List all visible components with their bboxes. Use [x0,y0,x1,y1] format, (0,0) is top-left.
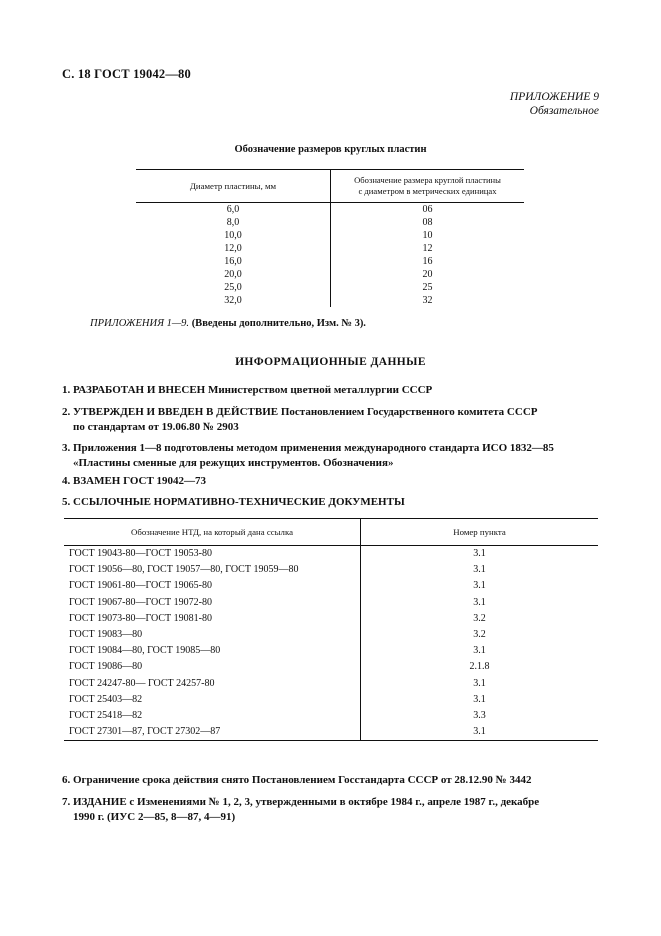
code-column-header [331,170,524,202]
info-item-5 [62,495,602,510]
plate-size-table-header [136,169,524,203]
document-cell: ГОСТ 25403—82 [69,693,143,705]
info-item-3-line1: 3. Приложения 1—8 подготовлены методом применения международного стандарта ИСО 1832—85 [62,442,554,454]
document-cell: ГОСТ 27301—87, ГОСТ 27302—87 [69,726,221,738]
diameter-cell: 20,0 [224,269,242,280]
info-item-6 [62,773,602,788]
info-item-1-text: 1. РАЗРАБОТАН И ВНЕСЕН Министерством цветной металлургии СССР [62,384,433,396]
diameter-cell: 8,0 [226,217,240,228]
document-column [64,546,361,740]
document-cell: ГОСТ 19043-80—ГОСТ 19053-80 [69,548,212,559]
info-item-7-line2: 1990 г. (ИУС 2—85, 8—87, 4—91) [73,811,236,823]
info-item-7-line1: 7. ИЗДАНИЕ с Изменениями № 1, 2, 3, утвержденными в октябре 1984 г., апреле 1987 г., декабре [62,796,540,808]
table1-title: Обозначение размеров круглых пластин [234,144,427,155]
document-cell: ГОСТ 19086—80 [69,661,143,673]
appendix-label [510,90,599,118]
clause-cell: 3.1 [473,580,486,592]
info-item-1 [62,383,602,398]
document-cell: ГОСТ 19083—80 [69,628,143,640]
document-cell: ГОСТ 19073-80—ГОСТ 19081-80 [69,612,212,624]
diameter-cell: 12,0 [224,243,242,254]
info-item-2-line2: по стандартам от 19.06.80 № 2903 [73,421,239,433]
info-item-4-text: 4. ВЗАМЕН ГОСТ 19042—73 [62,475,207,487]
diameter-cell: 25,0 [224,282,242,293]
code-cell: 10 [422,230,433,241]
amendment-note-text: (Введены дополнительно, Изм. № 3). [191,318,366,329]
clause-cell: 3.1 [473,726,486,738]
reference-table-header [64,518,598,546]
reference-table-body [64,546,598,741]
code-header-line2: с диаметром в метрических единицах [358,186,497,196]
clause-cell: 3.2 [473,612,486,624]
document-cell: ГОСТ 24247-80— ГОСТ 24257-80 [69,677,215,689]
clause-cell: 3.1 [473,677,486,689]
code-cell: 32 [422,295,433,306]
diameter-cell: 16,0 [224,256,242,267]
clause-cell: 3.1 [473,548,486,559]
code-header-line1: Обозначение размера круглой пластины [354,175,501,185]
amendment-note [90,318,366,329]
info-item-6-text: 6. Ограничение срока действия снято Постановлением Госстандарта СССР от 28.12.90 № 3442 [62,774,532,786]
info-item-7 [62,795,602,825]
clause-cell: 3.2 [473,628,486,640]
diameter-cell: 6,0 [226,204,240,215]
code-cell: 16 [422,256,433,267]
document-cell: ГОСТ 25418—82 [69,709,143,721]
info-item-2 [62,405,602,435]
amendment-note-ref: ПРИЛОЖЕНИЯ 1—9. [90,318,190,329]
page-header: С. 18 ГОСТ 19042—80 [62,67,191,81]
code-cell: 06 [422,204,433,215]
diameter-cell: 10,0 [224,230,242,241]
document-cell: ГОСТ 19061-80—ГОСТ 19065-80 [69,580,212,592]
diameter-column [136,203,331,307]
document-cell: ГОСТ 19084—80, ГОСТ 19085—80 [69,645,221,657]
clause-cell: 2.1.8 [469,661,490,673]
info-section-title: ИНФОРМАЦИОННЫЕ ДАННЫЕ [235,356,426,368]
clause-cell: 3.1 [473,645,486,657]
clause-cell: 3.1 [473,564,486,576]
diameter-cell: 32,0 [224,295,242,306]
clause-column-header: Номер пункта [453,527,506,537]
clause-cell: 3.3 [473,709,486,721]
reference-documents-table [64,518,598,741]
clause-column [361,546,598,740]
document-column-header: Обозначение НТД, на который дана ссылка [64,519,361,545]
code-cell: 08 [422,217,433,228]
clause-cell: 3.1 [473,693,486,705]
code-column [331,203,524,307]
info-item-2-line1: 2. УТВЕРЖДЕН И ВВЕДЕН В ДЕЙСТВИЕ Постановлением Государственного комитета СССР [62,406,538,418]
code-cell: 12 [422,243,433,254]
diameter-column-header: Диаметр пластины, мм [136,170,331,202]
info-item-5-text: 5. ССЫЛОЧНЫЕ НОРМАТИВНО-ТЕХНИЧЕСКИЕ ДОКУМЕНТЫ [62,496,405,508]
info-item-3 [62,441,602,471]
document-cell: ГОСТ 19056—80, ГОСТ 19057—80, ГОСТ 19059—80 [69,564,299,576]
appendix-number: ПРИЛОЖЕНИЕ 9 [509,91,599,103]
code-cell: 25 [422,282,433,293]
clause-cell: 3.1 [473,596,486,608]
plate-size-table [136,169,524,307]
plate-size-table-body [136,203,524,307]
appendix-status: Обязательное [529,105,599,117]
code-cell: 20 [422,269,433,280]
document-cell: ГОСТ 19067-80—ГОСТ 19072-80 [69,596,212,608]
info-item-4 [62,474,602,489]
info-item-3-line2: «Пластины сменные для режущих инструментов. Обозначения» [73,457,394,469]
